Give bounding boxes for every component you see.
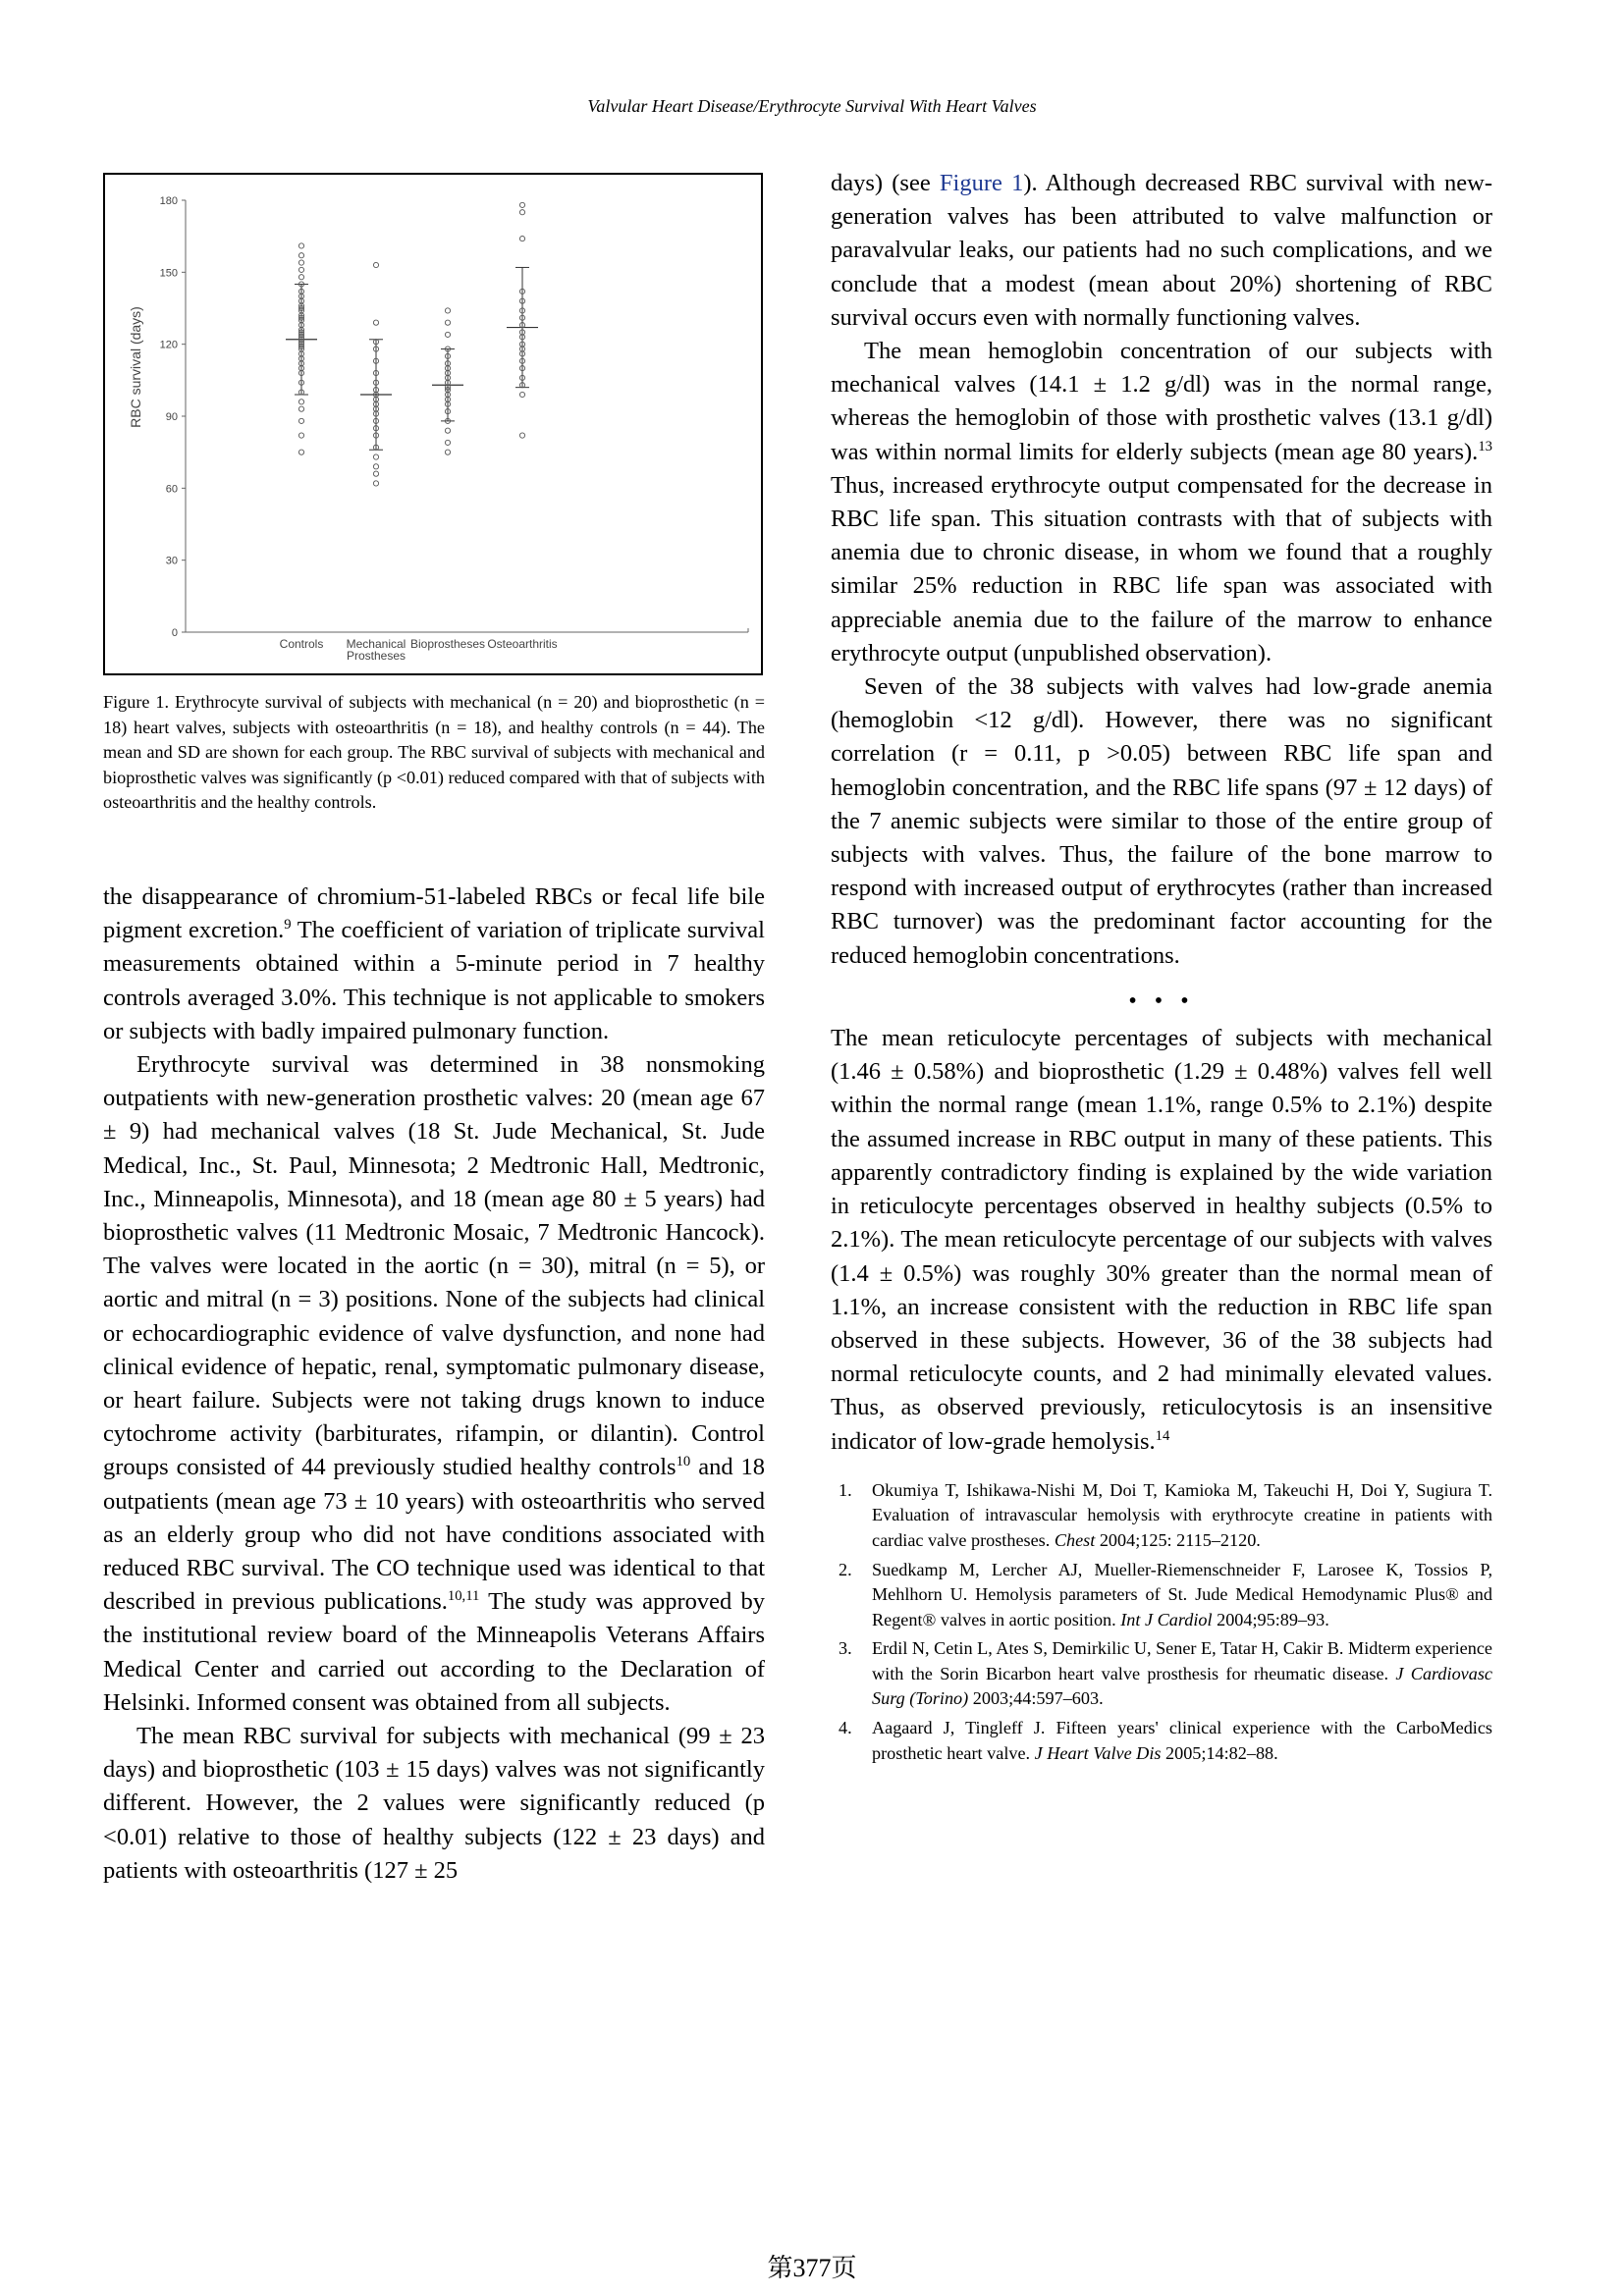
data-point [298,243,303,248]
data-point [445,428,450,433]
data-point [298,418,303,423]
data-point [445,320,450,325]
data-point [298,253,303,258]
data-point [519,237,524,241]
reference-number: 2. [839,1559,852,1579]
figure-caption-text: Erythrocyte survival of subjects with mechanical (n = 20) and bioprosthetic (n = 18) heart valves, subjects with osteoarthritis (n = 18), and healthy controls (n = 44). The mean and SD are shown for each group. The RBC survival of subjects with mechanical and bioprosthetic valves was significantly (p <0.01) reduced compared with that of subjects with osteoarthritis and the healthy controls. [103,692,765,813]
citation: 10 [676,1454,691,1470]
section-divider: • • • [1128,988,1195,1014]
text: the disappearance of chromium-51-labeled RBCs or fecal life bile pigment excretion. [103,883,765,944]
text: The study was approved by the institutional review board of the Minneapolis Veterans Affairs Medical Center and carried out according to the Declaration of Helsinki. Informed consent was obtained from all subjects. [103,1588,765,1716]
figure-1-link[interactable]: Figure 1 [939,170,1024,196]
data-point [445,332,450,337]
reference-citation: 2005;14:82–88. [1161,1742,1278,1763]
rbc-survival-chart [105,175,761,673]
reference-list [831,1478,1492,1767]
reference-number: 1. [839,1479,852,1500]
reference-text: Okumiya T, Ishikawa-Nishi M, Doi T, Kamioka M, Takeuchi H, Doi Y, Sugiura T. Evaluation of intravascular hemolysis with erythrocyte creatine in patients with cardiac valve prostheses. [872,1479,1492,1550]
data-point [373,464,378,469]
x-category-label: Prostheses [346,649,406,663]
reference-citation: 2003;44:597–603. [968,1688,1104,1709]
paragraph [831,335,1492,670]
data-point [298,406,303,411]
y-tick-label: 180 [159,195,178,207]
paragraph [831,1022,1492,1459]
reference-journal: J Cardiovasc Surg (Torino) [872,1663,1492,1709]
text: Erythrocyte survival was determined in 38 nonsmoking outpatients with new-generation prosthetic valves: 20 (mean age 67 ± 9) had mechanical valves (18 St. Jude Mechanical, St. Jude Medical, Inc., St. Paul, Minnesota; 2 Medtronic Hall, Medtronic, Inc., Minneapolis, Minnesota), and 18 (mean age 80 ± 5 years) had bioprosthetic valves (11 Medtronic Mosaic, 7 Medtronic Hancock). The valves were located in the aortic (n = 30), mitral (n = 5), or aortic and mitral (n = 3) positions. None of the subjects had clinical or echocardiographic evidence of valve dysfunction, and none had clinical evidence of hepatic, renal, symptomatic pulmonary disease, or heart failure. Subjects were not taking drugs known to induce cytochrome activity (barbiturates, rifampin, or dilantin). Control groups consisted of 44 previously studied healthy controls [103,1051,765,1481]
reference-number: 3. [839,1638,852,1659]
paragraph [103,881,765,1048]
right-column [831,167,1492,1770]
y-tick-label: 150 [159,267,178,280]
figure-caption-label: Figure 1. [103,692,170,712]
reference-journal: Int J Cardiol [1120,1609,1213,1629]
figure-1 [103,173,763,675]
data-point [373,471,378,476]
reference-number: 4. [839,1718,852,1738]
page-number-footer: 第377页 [767,2254,857,2282]
text: ). Although decreased RBC survival with new-generation valves has been attributed to valve malfunction or paravalvular leaks, our patients had no such complications, and we conclude that a modest (mean about 20%) shortening of RBC survival occurs even with normally functioning valves. [831,170,1493,331]
reference-text: Suedkamp M, Lercher AJ, Mueller-Riemenschneider F, Larosee K, Tossios P, Mehlhorn U. Hemolysis parameters of St. Jude Medical Hemodynamic Plus® and Regent® valves in aortic position. [872,1559,1492,1629]
reference-journal: Chest [1054,1529,1096,1550]
running-head: Valvular Heart Disease/Erythrocyte Survival With Heart Valves [587,96,1037,116]
data-point [373,262,378,267]
reference-item [831,1636,1492,1712]
data-point [298,433,303,438]
data-point [445,308,450,313]
citation: 10,11 [447,1588,480,1605]
x-category-label: Osteoarthritis [487,637,558,651]
data-point [298,260,303,265]
data-point [298,275,303,280]
reference-citation: 2004;95:89–93. [1212,1609,1329,1629]
paragraph: Seven of the 38 subjects with valves had low-grade anemia (hemoglobin <12 g/dl). However, there was no significant correlation (r = 0.11, p >0.05) between RBC life span and hemoglobin concentration, and the RBC life spans (97 ± 12 days) of the 7 anemic subjects were similar to those of the entire group of subjects with valves. Thus, the failure of the bone marrow to respond with increased output of erythrocytes (rather than increased RBC turnover) was the predominant factor accounting for the reduced hemoglobin concentrations. [831,673,1492,969]
reference-item [831,1558,1492,1633]
paragraph [103,1048,765,1720]
data-point [445,440,450,445]
x-category-label: Mechanical [346,637,406,651]
reference-item [831,1478,1492,1554]
text: Thus, increased erythrocyte output compensated for the decrease in RBC life span. This situation contrasts with that of subjects with anemia due to chronic disease, in whom we found that a roughly similar 25% reduction in RBC life span was associated with appreciable anemia due to the failure of the marrow to enhance erythrocyte output (unpublished observation). [831,471,1492,667]
reference-text: Erdil N, Cetin L, Ates S, Demirkilic U, Sener E, Tatar H, Cakir B. Midterm experience with the Sorin Bicarbon heart valve prosthesis for rheumatic disease. [872,1638,1492,1683]
y-axis-label: RBC survival (days) [128,306,143,428]
data-point [519,433,524,438]
y-tick-label: 0 [171,627,178,639]
text: and 18 outpatients (mean age 73 ± 10 years) with osteoarthritis who served as an elderly group who did not have conditions associated with reduced RBC survival. The CO technique used was identical to that described in previous publications. [103,1454,766,1616]
citation: 13 [1478,438,1492,454]
paragraph [831,167,1492,335]
data-point [519,202,524,207]
text: days) (see [831,170,940,196]
data-point [298,267,303,272]
text: The mean reticulocyte percentages of subjects with mechanical (1.46 ± 0.58%) and bioprosthetic (1.29 ± 0.48%) valves fell well within the normal range (mean 1.1%, range 0.5% to 2.1%) despite the assumed increase in RBC output in many of these patients. This apparently contradictory finding is explained by the wide variation in reticulocyte percentages observed in healthy subjects (0.5% to 2.1%). The mean reticulocyte percentage of our subjects with valves (1.4 ± 0.5%) was roughly 30% greater than the normal mean of 1.1%, an increase consistent with the reduction in RBC life span observed in these subjects. However, 36 of the 38 subjects had normal reticulocyte counts, and 2 had minimally elevated values. Thus, as observed previously, reticulocytosis is an insensitive indicator of low-grade hemolysis. [831,1025,1492,1455]
reference-text: Aagaard J, Tingleff J. Fifteen years' clinical experience with the CarboMedics prosthetic heart valve. [872,1718,1492,1763]
data-point [445,450,450,454]
data-point [373,481,378,486]
paragraph: The mean RBC survival for subjects with mechanical (99 ± 23 days) and bioprosthetic (103 ± 15 days) valves was not significantly different. However, the 2 values were significantly reduced (p <0.01) relative to those of healthy subjects (122 ± 23 days) and patients with osteoarthritis (127 ± 25 [103,1723,765,1884]
data-point [298,400,303,404]
data-point [519,210,524,215]
left-column [103,881,765,1888]
x-category-label: Bioprostheses [409,637,486,651]
y-tick-label: 90 [165,411,178,423]
reference-item [831,1716,1492,1766]
y-tick-label: 60 [165,483,178,496]
citation: 14 [1155,1427,1170,1444]
y-tick-label: 30 [165,555,178,567]
y-tick-label: 120 [159,339,178,351]
text: The mean hemoglobin concentration of our subjects with mechanical valves (14.1 ± 1.2 g/dl) was in the normal range, whereas the hemoglobin of those with prosthetic valves (13.1 g/dl) was within normal limits for elderly subjects (mean age 80 years). [831,338,1492,465]
figure-caption [103,690,765,816]
data-point [373,320,378,325]
data-point [519,392,524,397]
data-point [298,450,303,454]
text: The coefficient of variation of triplicate survival measurements obtained within a 5-minute period in 7 healthy controls averaged 3.0%. This technique is not applicable to smokers or subjects with badly impaired pulmonary function. [103,917,765,1044]
citation: 9 [284,917,292,934]
reference-citation: 2004;125: 2115–2120. [1095,1529,1261,1550]
reference-journal: J Heart Valve Dis [1034,1742,1162,1763]
data-point [373,454,378,459]
x-category-label: Controls [279,637,324,651]
